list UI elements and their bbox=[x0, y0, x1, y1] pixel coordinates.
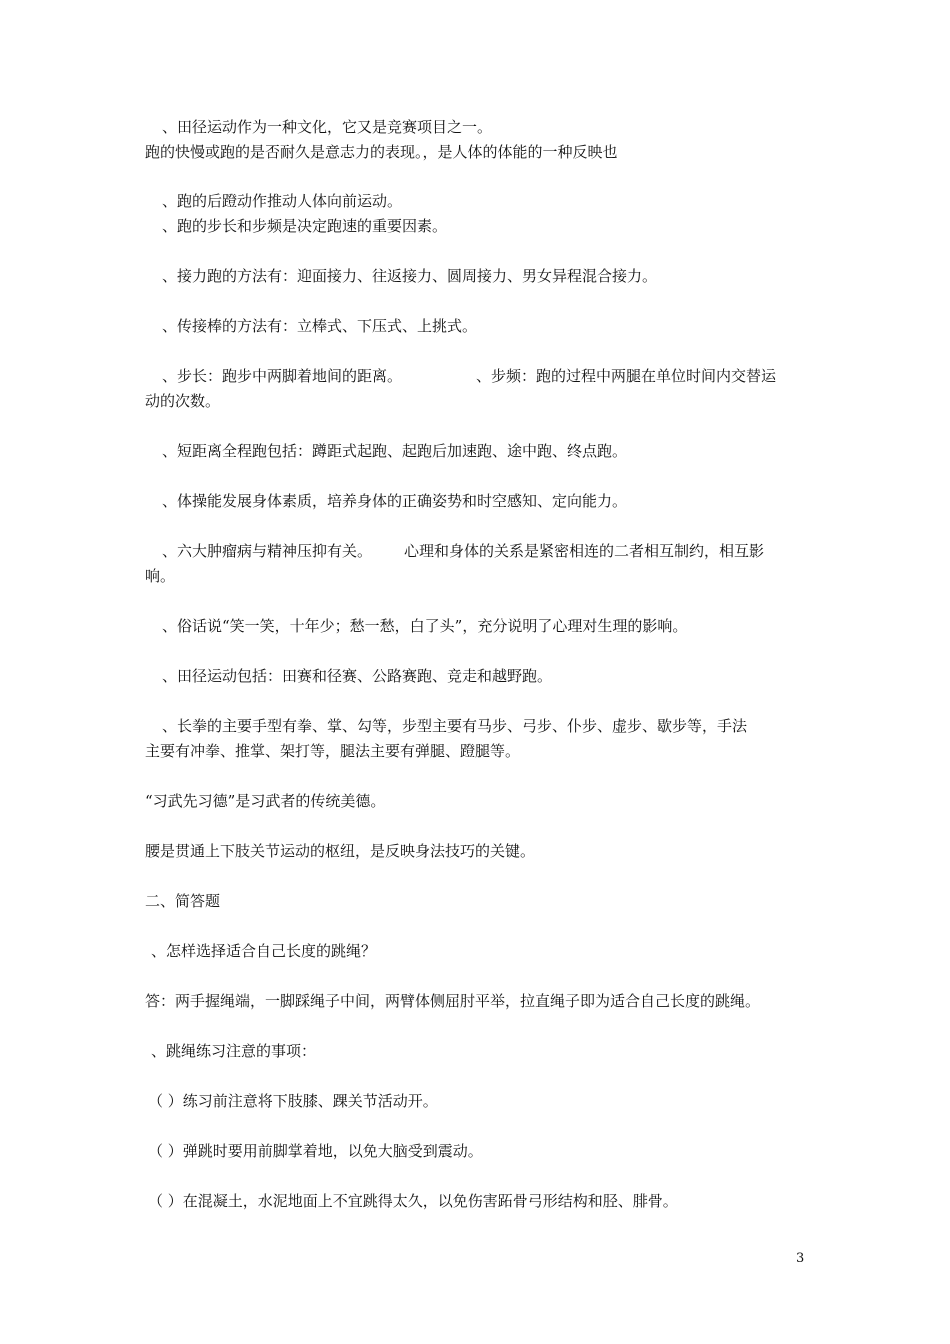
list-item: （ ）弹跳时要用前脚掌着地，以免大脑受到震动。 bbox=[148, 1142, 483, 1160]
text-line: 、体操能发展身体素质，培养身体的正确姿势和时空感知、定向能力。 bbox=[162, 492, 628, 510]
text-line: 、步频：跑的过程中两腿在单位时间内交替运 bbox=[476, 367, 777, 385]
text-line: 、短距离全程跑包括：蹲距式起跑、起跑后加速跑、途中跑、终点跑。 bbox=[162, 442, 628, 460]
text-line: 、长拳的主要手型有拳、掌、勾等，步型主要有马步、弓步、仆步、虚步、歇步等，手法 bbox=[162, 717, 748, 735]
list-item: （ ）在混凝土，水泥地面上不宜跳得太久，以免伤害跖骨弓形结构和胫、腓骨。 bbox=[148, 1192, 678, 1210]
text-line: 动的次数。 bbox=[145, 392, 221, 410]
text-line: 、步长：跑步中两脚着地间的距离。 bbox=[162, 367, 403, 385]
text-line: 、六大肿瘤病与精神压抑有关。 bbox=[162, 542, 373, 560]
text-line: 、俗话说“笑一笑，十年少；愁一愁，白了头”，充分说明了心理对生理的影响。 bbox=[162, 617, 688, 635]
text-line: 、跑的步长和步频是决定跑速的重要因素。 bbox=[162, 217, 448, 235]
text-line: 响。 bbox=[145, 567, 176, 585]
section-heading: 二、简答题 bbox=[145, 892, 221, 910]
text-line: 心理和身体的关系是紧密相连的二者相互制约，相互影 bbox=[404, 542, 765, 560]
text-line: 腰是贯通上下肢关节运动的枢纽，是反映身法技巧的关键。 bbox=[145, 842, 536, 860]
text-line: 、传接棒的方法有：立棒式、下压式、上挑式。 bbox=[162, 317, 478, 335]
text-line: “习武先习德”是习武者的传统美德。 bbox=[145, 792, 386, 810]
text-line: 、接力跑的方法有：迎面接力、往返接力、圆周接力、男女异程混合接力。 bbox=[162, 267, 658, 285]
list-item: （ ）练习前注意将下肢膝、踝关节活动开。 bbox=[148, 1092, 438, 1110]
text-line: 、跑的后蹬动作推动人体向前运动。 bbox=[162, 192, 403, 210]
text-line: 、田径运动作为一种文化，它又是竞赛项目之一。 bbox=[162, 118, 493, 136]
text-line: 、田径运动包括：田赛和径赛、公路赛跑、竞走和越野跑。 bbox=[162, 667, 553, 685]
answer-line: 答：两手握绳端，一脚踩绳子中间，两臂体侧屈肘平举，拉直绳子即为适合自己长度的跳绳。 bbox=[145, 992, 761, 1010]
page-number: 3 bbox=[796, 1251, 805, 1266]
text-line: 跑的快慢或跑的是否耐久是意志力的表现。，是人体的体能的一种反映也 bbox=[145, 143, 618, 161]
question-line: 、跳绳练习注意的事项： bbox=[151, 1042, 317, 1060]
text-line: 主要有冲拳、推掌、架打等，腿法主要有弹腿、蹬腿等。 bbox=[145, 742, 521, 760]
question-line: 、怎样选择适合自己长度的跳绳？ bbox=[151, 942, 377, 960]
